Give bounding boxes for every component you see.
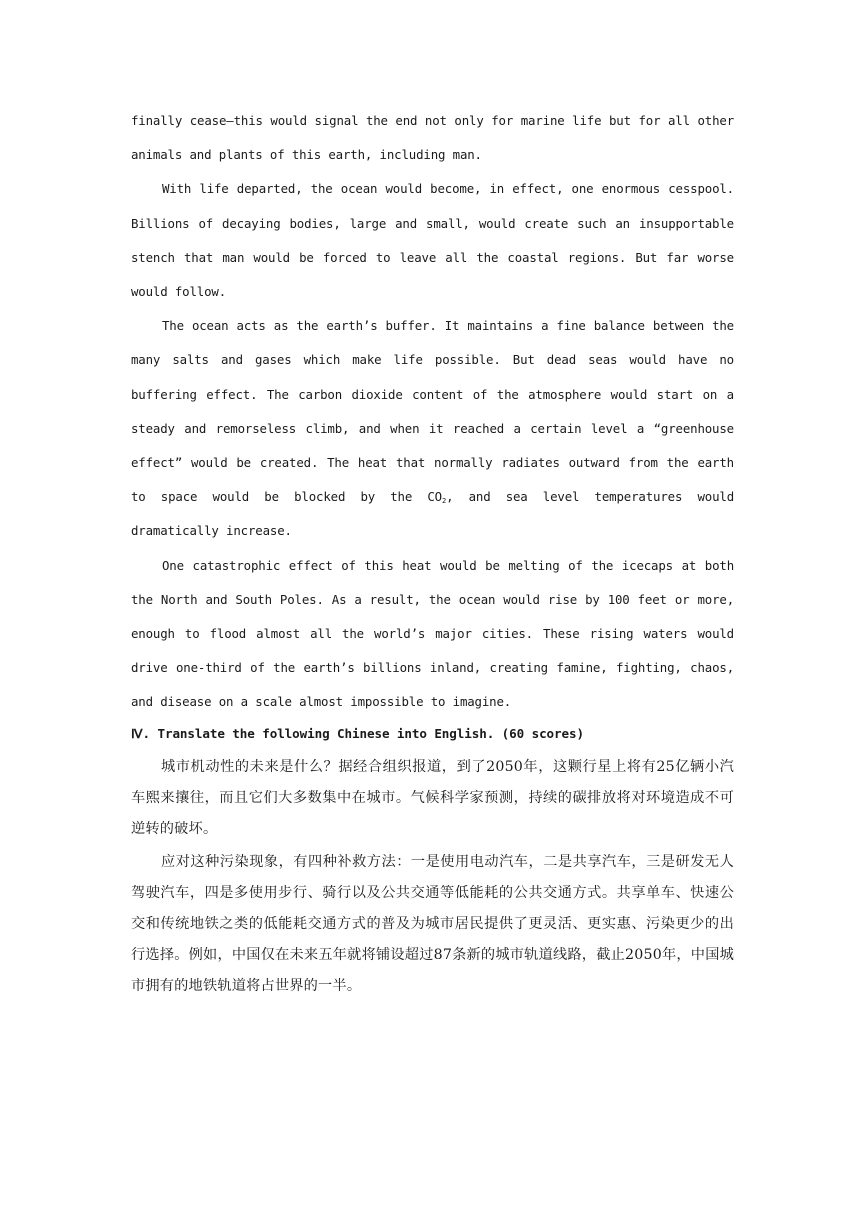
- passage-paragraph-3-text: The ocean acts as the earth’s buffer. It maintains a fine balance between the many salts and gases which make life possible. But dead seas would have no buffering effect. The carbon dioxide content of the atmosphere would start on a steady and remorseless climb, and when it reached a certain level a “greenhouse effect” would be created. The heat that normally radiates outward from the earth to space would be blocked by the CO: [131, 318, 734, 505]
- chinese-text: [131, 752, 734, 1002]
- document-page: [131, 104, 734, 1002]
- chinese-paragraph-1: 城市机动性的未来是什么？据经合组织报道，到了2050年，这颗行星上将有25亿辆小汽车熙来攘往，而且它们大多数集中在城市。气候科学家预测，持续的碳排放将对环境造成不可逆转的破坏。: [131, 758, 734, 837]
- passage-paragraph-4: One catastrophic effect of this heat would be melting of the icecaps at both the North and South Poles. As a result, the ocean would rise by 100 feet or more, enough to flood almost all the world’s major cities. These rising waters would drive one-third of the earth’s billions inland, creating famine, fighting, chaos, and disease on a scale almost impossible to imagine.: [131, 557, 734, 710]
- section-heading: Ⅳ. Translate the following Chinese into English. (60 scores): [131, 725, 584, 741]
- co2-subscript: 2: [442, 497, 447, 506]
- passage-paragraph-3-tail: , and sea level temperatures would dramatically increase.: [131, 489, 734, 539]
- passage-paragraph-3: [131, 309, 734, 548]
- reading-passage: [131, 104, 734, 720]
- passage-paragraph-2: With life departed, the ocean would become, in effect, one enormous cesspool. Billions of decaying bodies, large and small, would create such an insupportable stench that man would be forced to leave all the coastal regions. But far worse would follow.: [131, 181, 734, 300]
- passage-paragraph-1: finally cease—this would signal the end not only for marine life but for all other animals and plants of this earth, including man.: [131, 113, 734, 163]
- chinese-paragraph-2: 应对这种污染现象，有四种补救方法：一是使用电动汽车，二是共享汽车，三是研发无人驾驶汽车，四是多使用步行、骑行以及公共交通等低能耗的公共交通方式。共享单车、快速公交和传统地铁之类的低能耗交通方式的普及为城市居民提供了更灵活、更实惠、污染更少的出行选择。例如，中国仅在未来五年就将铺设超过87条新的城市轨道线路，截止2050年，中国城市拥有的地铁轨道将占世界的一半。: [131, 853, 734, 994]
